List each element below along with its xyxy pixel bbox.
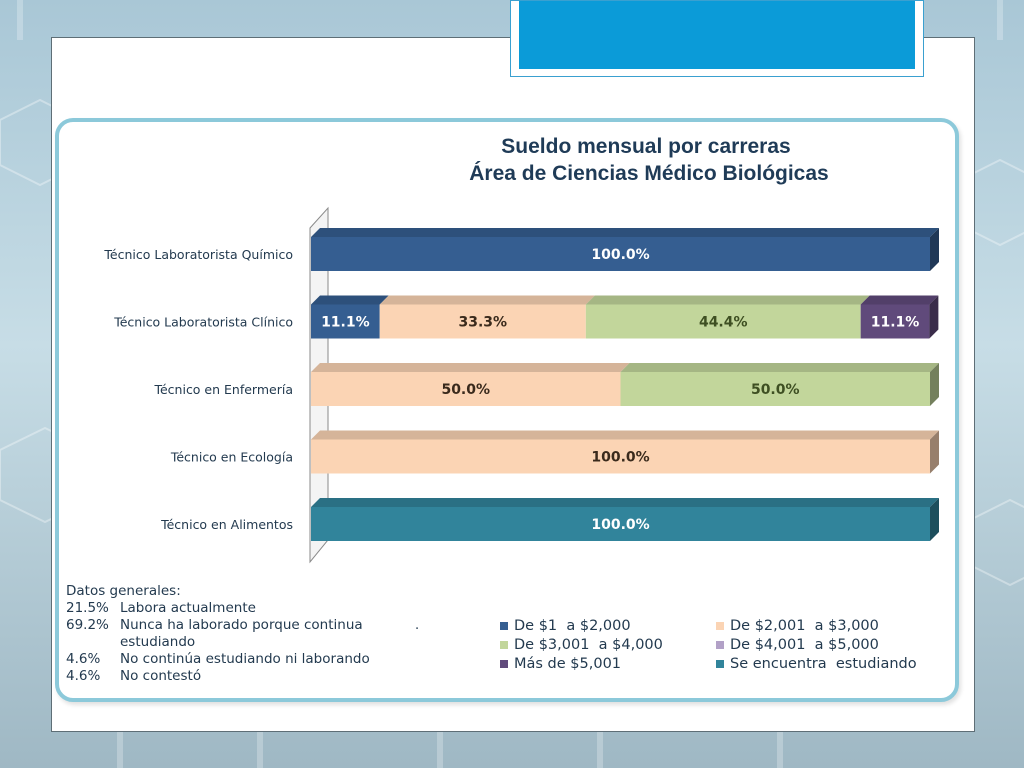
category-label: Técnico Laboratorista Químico: [104, 247, 293, 262]
bar-value-label: 100.0%: [591, 517, 650, 533]
chart-title-line-1: Sueldo mensual por carreras: [501, 135, 791, 158]
category-labels: [103, 247, 293, 532]
general-data-pct: 4.6%: [66, 651, 101, 667]
bar-top-face: [311, 228, 939, 237]
general-data-text: No continúa estudiando ni laborando: [120, 651, 370, 667]
bar-top-face: [586, 296, 870, 305]
general-data-row: [66, 617, 426, 651]
bar-value-label: 50.0%: [750, 382, 800, 398]
category-label: Técnico en Ecología: [170, 449, 293, 465]
legend-label: De $1 a $2,000: [514, 618, 631, 634]
legend: [500, 618, 940, 672]
bar-value-label: 100.0%: [591, 449, 650, 466]
legend-item: [500, 618, 716, 634]
bar-value-label: 44.4%: [698, 314, 748, 331]
legend-item: [716, 618, 936, 634]
chart-title-line-2: Área de Ciencias Médico Biológicas: [469, 162, 829, 185]
general-data-pct: 21.5%: [66, 600, 109, 616]
legend-label: De $2,001 a $3,000: [730, 618, 879, 634]
general-data-pct: 4.6%: [66, 668, 101, 684]
bar-top-face: [311, 296, 389, 305]
stray-dot: .: [415, 618, 420, 633]
bar-value-label: 11.1%: [321, 314, 370, 331]
bar-top-face: [311, 431, 939, 440]
legend-swatch: [500, 660, 508, 668]
category-label: Técnico en Enfermería: [154, 382, 293, 397]
general-data-text: Labora actualmente: [120, 600, 256, 616]
legend-swatch: [716, 641, 724, 649]
legend-item: [500, 637, 716, 653]
bars: [311, 228, 939, 541]
general-data-text: No contestó: [120, 668, 202, 684]
legend-label: De $4,001 a $5,000: [730, 637, 879, 653]
general-data-pct: 69.2%: [66, 617, 109, 633]
legend-label: De $3,001 a $4,000: [514, 637, 663, 653]
general-data-row: [66, 600, 426, 617]
bar-value-label: 50.0%: [441, 382, 491, 398]
bar-top-face: [380, 296, 595, 305]
bar-top-face: [861, 296, 939, 305]
legend-item: [500, 656, 716, 672]
category-label: Técnico Laboratorista Clínico: [114, 314, 293, 330]
legend-label: Más de $5,001: [514, 656, 622, 672]
general-data-row: [66, 668, 426, 685]
legend-swatch: [500, 622, 508, 630]
legend-swatch: [500, 641, 508, 649]
legend-swatch: [716, 622, 724, 630]
bar-value-label: 11.1%: [870, 314, 920, 331]
category-label: Técnico en Alimentos: [161, 517, 293, 532]
legend-label: Se encuentra estudiando: [730, 656, 917, 672]
legend-item: [716, 637, 936, 653]
general-data-heading: Datos generales:: [66, 583, 181, 599]
bar-top-face: [311, 363, 630, 372]
bar-value-label: 33.3%: [458, 314, 508, 331]
bar-value-label: 100.0%: [591, 247, 650, 263]
general-data: [66, 583, 426, 685]
legend-item: [716, 656, 936, 672]
bar-top-face: [311, 498, 939, 507]
legend-swatch: [716, 660, 724, 668]
general-data-row: [66, 651, 426, 668]
bar-top-face: [621, 363, 940, 372]
general-data-text: Nunca ha laborado porque continua estudiando: [120, 617, 363, 650]
